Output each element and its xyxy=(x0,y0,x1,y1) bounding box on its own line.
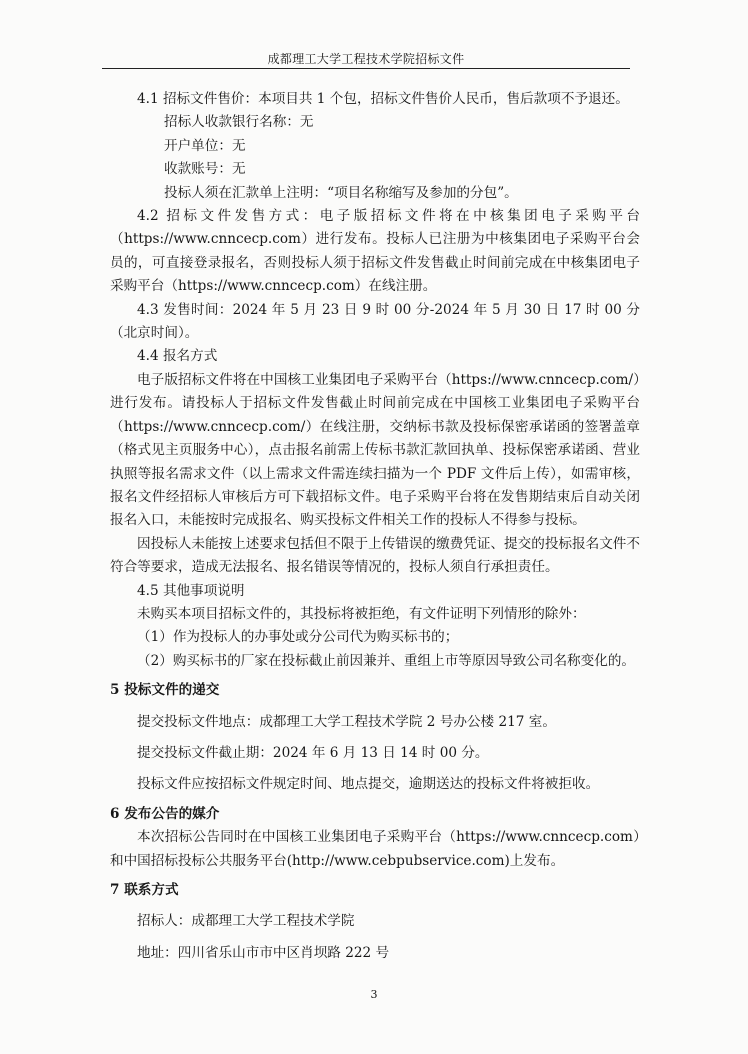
tenderer-name: 招标人：成都理工大学工程技术学院 xyxy=(137,913,355,930)
late-submission-note: 投标文件应按招标文件规定时间、地点提交，逾期送达的投标文件将被拒收。 xyxy=(137,776,600,793)
page-header: 成都理工大学工程技术学院招标文件 xyxy=(267,52,465,66)
publication-media: 本次招标公告同时在中国核工业集团电子采购平台（https://www.cnncecp.com）和中国招标投标公共服务平台(http://www.cebpubservice.com)上发布。 xyxy=(110,829,640,869)
section-5-heading: 5 投标文件的递交 xyxy=(110,682,220,699)
submission-place: 提交投标文件地点：成都理工大学工程技术学院 2 号办公楼 217 室。 xyxy=(137,713,556,730)
section-7-heading: 7 联系方式 xyxy=(110,882,179,898)
account-unit-line: 开户单位：无 xyxy=(164,137,246,154)
bank-name-line: 招标人收款银行名称：无 xyxy=(164,114,314,131)
page-number: 3 xyxy=(370,988,378,1001)
clause-4-2: 4.2 招标文件发售方式：电子版招标文件将在中核集团电子采购平台（https://www.cnncecp.com）进行发布。投标人已注册为中核集团电子采购平台会员的，可直接登录报名，否则投标人须于招标文件发售截止时间前完成在中核集团电子采购平台（https://www.cnncecp.com）在线注册。 xyxy=(110,208,640,295)
clause-4-4-warning: 因投标人未能按上述要求包括但不限于上传错误的缴费凭证、提交的投标报名文件不符合等要求，造成无法报名、报名错误等情况的，投标人须自行承担责任。 xyxy=(110,535,640,576)
clause-4-4-body: 电子版招标文件将在中国核工业集团电子采购平台（https://www.cnncecp.com/）进行发布。请投标人于招标文件发售截止时间前完成在中国核工业集团电子采购平台（https://www.cnncecp.com/）在线注册，交纳标书款及投标保密承诺函的签署盖章（格式见主页服务中心），点击报名前需上传标书款汇款回执单、投标保密承诺函、营业执照等报名需求文件（以上需求文件需连续扫描为一个 PDF 文件后上传），如需审核，报名文件经招标人审核后方可下载招标文件。电子采购平台将在发售期结束后自动关闭报名入口，未能按时完成报名、购买投标文件相关工作的投标人不得参与投标。 xyxy=(110,371,640,529)
clause-4-5-body: 未购买本项目招标文件的，其投标将被拒绝，有文件证明下列情形的除外： xyxy=(137,605,586,622)
clause-4-4-title: 4.4 报名方式 xyxy=(137,348,218,365)
section-6-heading: 6 发布公告的媒介 xyxy=(110,805,220,822)
clause-4-1: 4.1 招标文件售价：本项目共 1 个包，招标文件售价人民币，售后款项不予退还。 xyxy=(137,91,629,107)
clause-4-5-item-2: （2）购买标书的厂家在投标截止前因兼并、重组上市等原因导致公司名称变化的。 xyxy=(137,652,636,669)
clause-4-5-item-1: （1）作为投标人的办事处或分公司代为购买标书的； xyxy=(137,629,459,646)
header-rule xyxy=(102,68,630,69)
document-body xyxy=(110,88,640,965)
clause-4-5-title: 4.5 其他事项说明 xyxy=(137,582,245,599)
submission-deadline: 提交投标文件截止期：2024 年 6 月 13 日 14 时 00 分。 xyxy=(137,744,489,761)
clause-4-3: 4.3 发售时间：2024 年 5 月 23 日 9 时 00 分-2024 年 5 月 30 日 17 时 00 分（北京时间）。 xyxy=(110,301,640,342)
tenderer-address: 地址：四川省乐山市市中区肖坝路 222 号 xyxy=(137,944,390,961)
account-number-line: 收款账号：无 xyxy=(164,161,246,178)
remittance-note: 投标人须在汇款单上注明：“项目名称缩写及参加的分包”。 xyxy=(164,184,518,201)
